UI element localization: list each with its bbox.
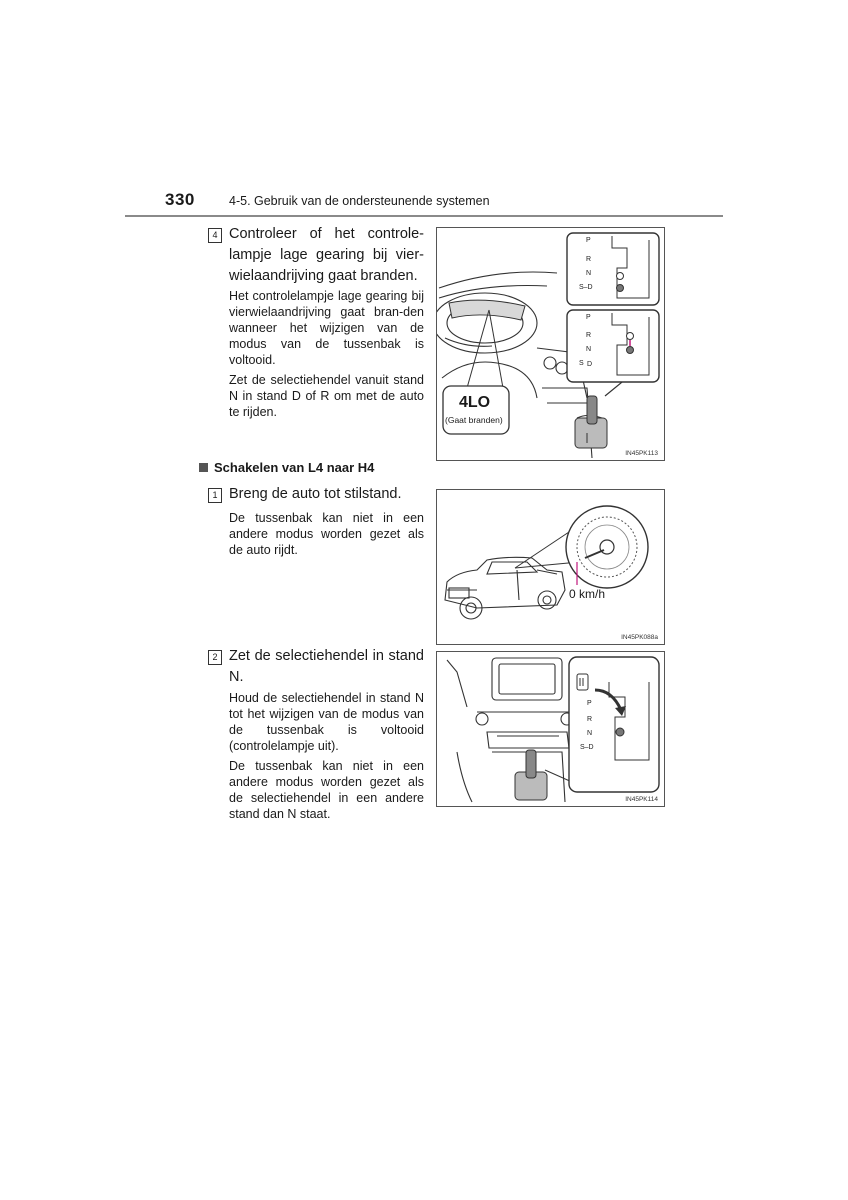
page-number: 330 [165, 190, 195, 209]
step-4-body [229, 288, 424, 424]
gate-label-r-top: R [586, 256, 592, 263]
square-bullet-icon [199, 463, 208, 472]
console-illustration [437, 652, 664, 806]
step-4-paragraph-1: Het controlelampje lage gearing bij vierwielaandrijving gaat bran-den wanneer het wijzigen van de modus van de tussenbak is voltooid. [229, 289, 424, 367]
gate-label-p-top: P [586, 237, 591, 244]
gate-label-sd: S–D [580, 744, 594, 751]
pickup-truck-illustration [437, 490, 664, 644]
dashboard-illustration [437, 228, 664, 460]
gate-label-n: N [587, 730, 593, 737]
figure-4lo-indicator [436, 227, 665, 461]
subsection-heading [199, 460, 374, 475]
step-1-paragraph-1: De tussenbak kan niet in een andere modus worden gezet als de auto rijdt. [229, 511, 424, 557]
step-number-1: 1 [208, 488, 222, 503]
step-number-2: 2 [208, 650, 222, 665]
indicator-4lo-label: 4LO [459, 394, 491, 411]
gate-label-p-bottom: P [586, 314, 591, 321]
step-4-heading: Controleer of het controle-lampje lage gearing bij vier-wielaandrijving gaat branden. [229, 226, 424, 284]
gate-label-sd-top: S–D [579, 284, 593, 291]
gate-label-r: R [587, 716, 593, 723]
subsection-title: Schakelen van L4 naar H4 [214, 460, 375, 475]
speed-label: 0 km/h [569, 587, 606, 601]
figure-shift-to-n [436, 651, 665, 807]
figure-code: IN45PK114 [625, 796, 658, 803]
gate-label-p: P [587, 700, 592, 707]
step-2-paragraph-1: Houd de selectiehendel in stand N tot het wijzigen van de modus van de tussenbak is voltooid (controlelampje uit). [229, 691, 424, 753]
section-title: 4-5. Gebruik van de ondersteunende systemen [229, 194, 490, 208]
gate-label-r-bottom: R [586, 332, 592, 339]
figure-vehicle-stopped [436, 489, 665, 645]
step-2-body [229, 690, 424, 826]
gate-label-n-bottom: N [586, 346, 592, 353]
step-2-heading: Zet de selectiehendel in stand N. [229, 648, 424, 685]
header-divider [125, 215, 723, 217]
indicator-caption: (Gaat branden) [445, 415, 503, 425]
step-4-paragraph-2: Zet de selectiehendel vanuit stand N in stand D of R om met de auto te rijden. [229, 373, 424, 419]
step-1-body [229, 510, 424, 562]
figure-code: IN45PK113 [625, 450, 658, 457]
figure-code: IN45PK088a [621, 634, 658, 641]
gate-label-s-bottom: S [579, 360, 584, 367]
step-1-heading: Breng de auto tot stilstand. [229, 486, 402, 502]
step-number-4: 4 [208, 228, 222, 243]
gate-label-n-top: N [586, 270, 592, 277]
gate-label-d-bottom: D [587, 361, 593, 368]
step-2-paragraph-2: De tussenbak kan niet in een andere modus worden gezet als de selectiehendel in een andere stand dan N staat. [229, 759, 424, 821]
